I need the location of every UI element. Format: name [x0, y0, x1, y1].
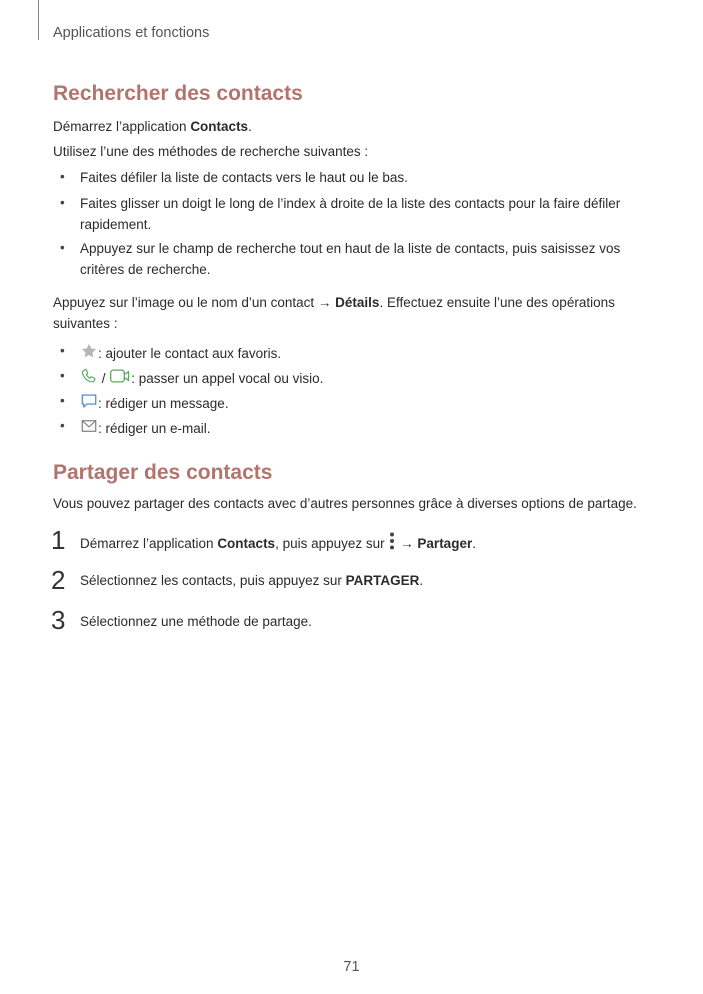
- section-title-share: Partager des contacts: [53, 461, 273, 484]
- running-header: Applications et fonctions: [53, 25, 210, 41]
- details-text-end: . Effectuez ensuite l’une des opérations: [379, 295, 615, 310]
- bullet: •: [60, 393, 65, 408]
- method-line: critères de recherche.: [80, 262, 211, 277]
- step-text: Sélectionnez une méthode de partage.: [80, 614, 312, 629]
- launch-end: .: [248, 119, 252, 134]
- step-1: [80, 531, 476, 557]
- method-line: Faites défiler la liste de contacts vers le haut ou le bas.: [80, 170, 408, 185]
- step-bold: Partager: [417, 536, 473, 551]
- step-text: Sélectionnez les contacts, puis appuyez sur: [80, 573, 346, 588]
- message-icon: [80, 392, 98, 416]
- share-intro: Vous pouvez partager des contacts avec d’autres personnes grâce à diverses options de partage.: [53, 496, 637, 511]
- methods-intro: Utilisez l’une des méthodes de recherche suivantes :: [53, 144, 369, 159]
- details-bold: Détails: [335, 295, 380, 310]
- header-rule: [38, 0, 39, 40]
- method-line: rapidement.: [80, 217, 152, 232]
- step-bold: Contacts: [217, 536, 276, 551]
- step-bold: PARTAGER: [345, 573, 420, 588]
- method-line: Faites glisser un doigt le long de l’index à droite de la liste des contacts pour la faire défiler: [80, 196, 621, 211]
- action-text: : ajouter le contact aux favoris.: [98, 346, 282, 361]
- action-favorite: [80, 342, 281, 366]
- bullet: •: [60, 368, 65, 383]
- email-icon: [80, 417, 98, 441]
- step-text: Démarrez l’application: [80, 536, 218, 551]
- page-number: 71: [343, 959, 360, 975]
- step-number: 3: [51, 605, 66, 635]
- details-paragraph: [53, 293, 615, 313]
- action-text: : passer un appel vocal ou visio.: [131, 371, 324, 386]
- method-line: Appuyez sur le champ de recherche tout en haut de la liste de contacts, puis saisissez vos: [80, 241, 621, 256]
- section-title-search: Rechercher des contacts: [53, 82, 303, 105]
- more-options-icon: [388, 531, 396, 557]
- bullet: •: [60, 169, 65, 184]
- step-text: .: [419, 573, 424, 588]
- app-name: Contacts: [190, 119, 249, 134]
- method-item-3: [80, 238, 640, 280]
- phone-icon: [80, 367, 98, 391]
- step-2: [80, 571, 423, 591]
- action-text: : rédiger un e-mail.: [98, 421, 211, 436]
- launch-text: Démarrez l’application: [53, 119, 191, 134]
- action-text: : rédiger un message.: [98, 396, 229, 411]
- bullet: •: [60, 240, 65, 255]
- bullet: •: [60, 343, 65, 358]
- step-text: .: [472, 536, 476, 551]
- details-line2: suivantes :: [53, 316, 118, 331]
- action-call: [80, 367, 323, 391]
- method-item-2: [80, 193, 640, 235]
- step-number: 2: [51, 565, 66, 595]
- step-arrow: →: [396, 536, 418, 551]
- video-call-icon: [109, 367, 131, 391]
- method-item-1: [80, 167, 640, 188]
- launch-paragraph: [53, 117, 252, 137]
- details-text: Appuyez sur l’image ou le nom d’un contact →: [53, 295, 336, 310]
- action-email: [80, 417, 211, 441]
- step-number: 1: [51, 525, 66, 555]
- bullet: •: [60, 418, 65, 433]
- action-message: [80, 392, 229, 416]
- step-3: [80, 612, 312, 632]
- bullet: •: [60, 195, 65, 210]
- star-icon: [80, 342, 98, 366]
- step-text: , puis appuyez sur: [275, 536, 389, 551]
- separator: /: [98, 371, 110, 386]
